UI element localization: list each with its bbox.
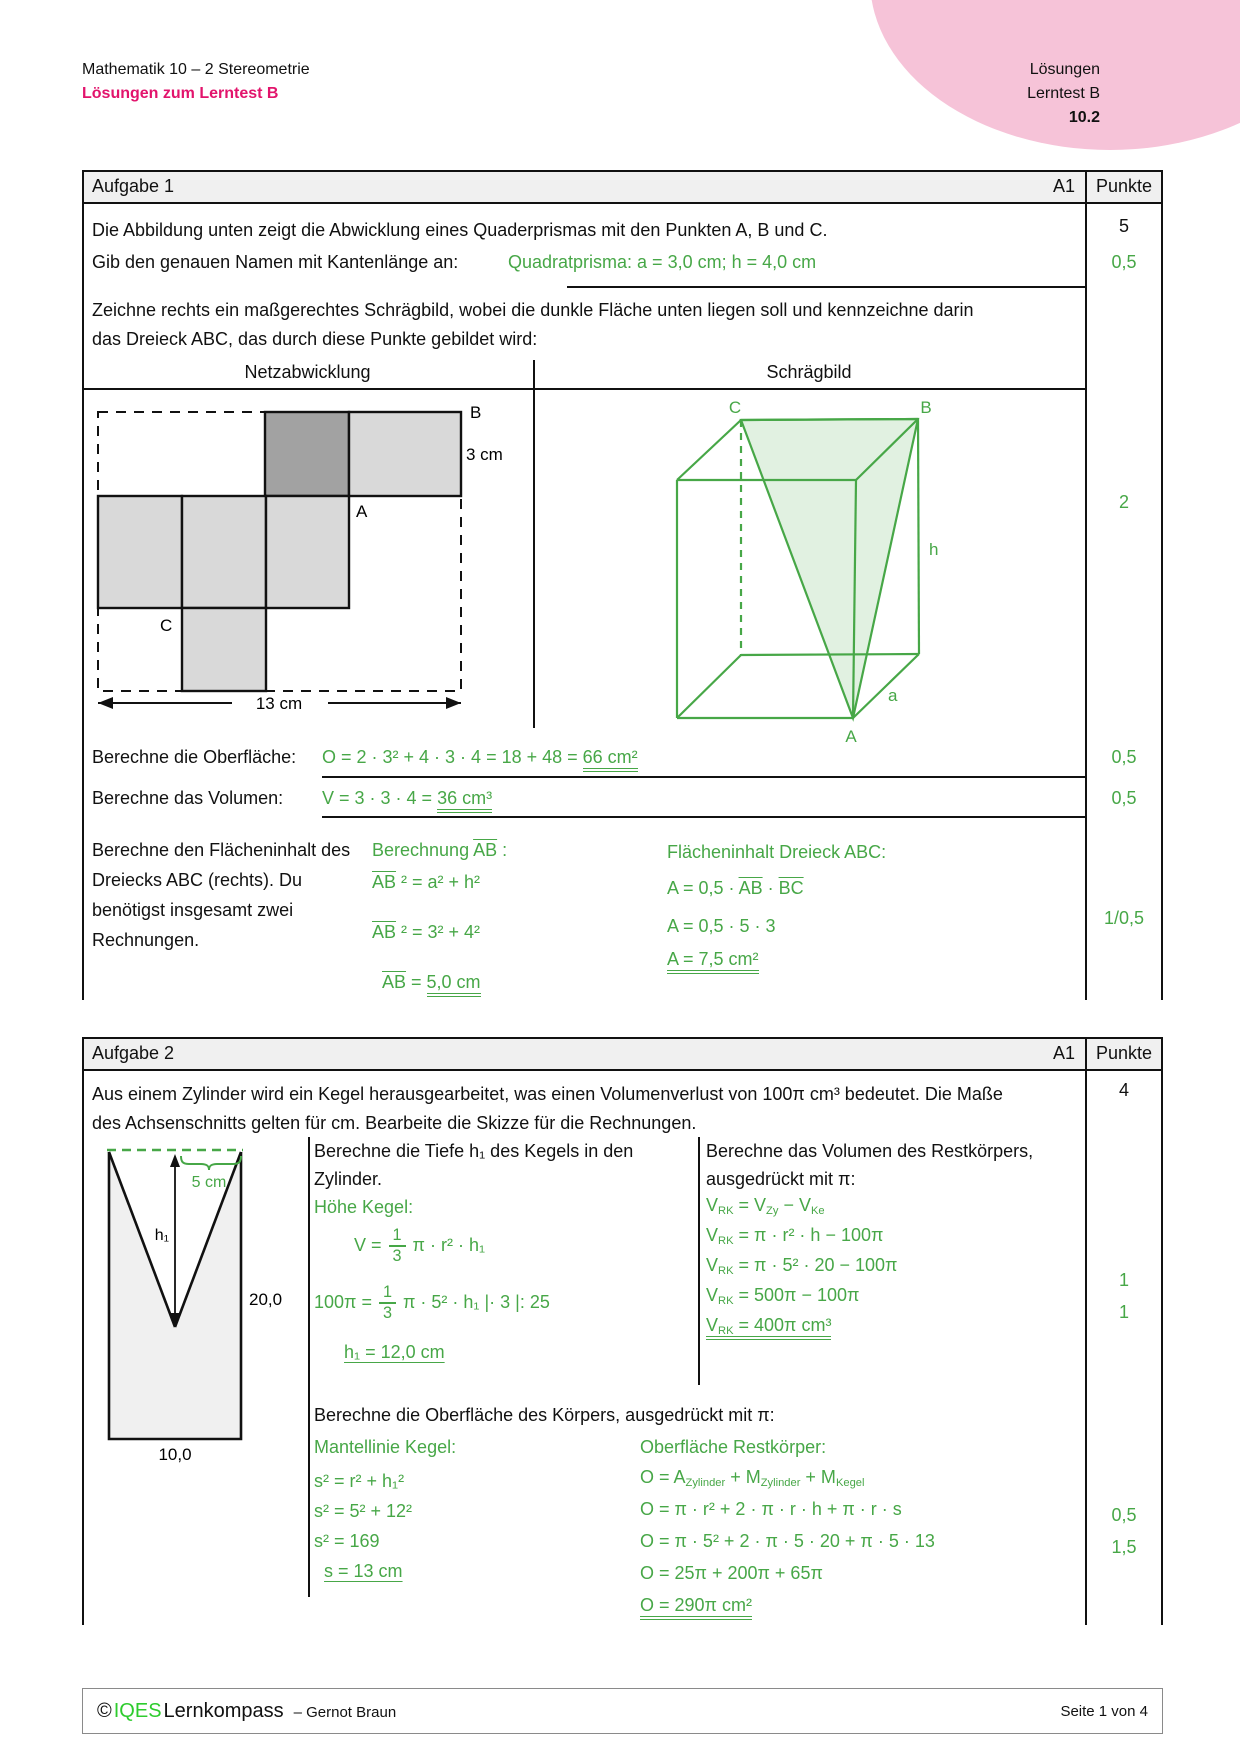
- triangle-points: 1/0,5: [1103, 908, 1145, 928]
- task2-intro: Aus einem Zylinder wird ein Kegel herausgearbeitet, was einen Volumenverlust von 100π cm³ bedeutet. Die Maße des Achsenschnitts gelten für cm. Bearbeite die Skizze für die Rechnungen.: [92, 1084, 1003, 1133]
- net-label-b: B: [470, 403, 482, 422]
- task2-code: A1: [1052, 1043, 1075, 1063]
- footer: [82, 1688, 1163, 1734]
- task1-figure-points: 2: [1118, 492, 1129, 512]
- net-mid-cell-1: [98, 496, 182, 608]
- ab-calc-title: Berechnung $\overline{AB}$ :: [372, 840, 508, 860]
- task1-table: [82, 170, 1163, 1005]
- task1-intro: Die Abbildung unten zeigt die Abwicklung eines Quaderprismas mit den Punkten A, B und C.: [92, 220, 828, 240]
- volume-formula: V = 3 · 3 · 4 = 36 cm³: [322, 788, 492, 809]
- volume-points: 0,5: [1111, 788, 1137, 808]
- schraegbild-title: Schrägbild: [766, 362, 852, 382]
- rest-question: Berechne das Volumen des Restkörpers, ausgedrückt mit π:: [706, 1141, 1034, 1189]
- net-label-a: A: [356, 502, 368, 521]
- restsurface-title: Oberfläche Restkörper:: [640, 1437, 827, 1457]
- header-right-line1: Lösungen: [1029, 61, 1100, 78]
- iqes-logo: IQES: [113, 1699, 162, 1722]
- surface-label: Berechne die Oberfläche:: [92, 747, 297, 767]
- task1-intro-points: 5: [1118, 216, 1129, 236]
- ab-calc-line3: $\overline{AB} = 5,0$ cm: [382, 972, 481, 993]
- net-drawing: [82, 396, 562, 726]
- copyright-icon: ©: [97, 1699, 112, 1722]
- rest-points-1: 1: [1118, 1270, 1129, 1290]
- page-header-right: [1027, 58, 1100, 130]
- ab-calc-line2: $\overline{AB}$ ² = 3² + 4²: [372, 922, 481, 942]
- surface-points-1: 0,5: [1111, 1505, 1137, 1525]
- header-right-line2: Lerntest B: [1027, 85, 1100, 102]
- net-label-3cm: 3 cm: [466, 445, 503, 464]
- prism-label-c: C: [728, 398, 742, 417]
- mantel-title: Mantellinie Kegel:: [314, 1437, 457, 1457]
- page-number: Seite 1 von 4: [1060, 1702, 1148, 1720]
- triangle-prompt: Berechne den Flächeninhalt des Dreiecks ABC (rechts). Du benötigst insgesamt zwei Rechnungen.: [92, 840, 351, 950]
- prism-label-a-corner: A: [845, 727, 857, 746]
- task2-intro-points: 4: [1118, 1080, 1129, 1100]
- task1-name-points: 0,5: [1111, 252, 1137, 272]
- mantel-lines: s² = r² + h₁² s² = 5² + 12² s² = 169 s = 13 cm: [314, 1471, 413, 1581]
- dimension-arrow-left: [98, 697, 113, 709]
- rest-volume-lines: VRK = VZy − VKe VRK = π · r² · h − 100π VRK = π · 5² · 20 − 100π VRK = 500π − 100π VRK = 400π cm³: [706, 1195, 897, 1345]
- cone-volume-equation: 100π = $\frac{1}{3}$ π · 5² · h₁ |· 3 |: 25: [314, 1283, 550, 1322]
- net-bottom-square: [182, 608, 266, 691]
- task1-code: A1: [1052, 176, 1075, 196]
- task1-title: Aufgabe 1: [92, 176, 175, 196]
- volume-label: Berechne das Volumen:: [92, 788, 284, 808]
- net-label-c: C: [160, 616, 173, 635]
- radius-label: 5 cm: [191, 1174, 227, 1191]
- sheet-subtitle: Lösungen zum Lerntest B: [82, 85, 279, 102]
- brand-name: Lernkompass: [163, 1699, 284, 1722]
- page-header-left: [82, 58, 310, 106]
- area-line3: A = 7,5 cm²: [667, 949, 759, 970]
- dimension-arrow-right: [446, 697, 461, 709]
- prism-label-h: h: [929, 540, 939, 559]
- triangle-abc: [741, 419, 918, 718]
- task2-title: Aufgabe 2: [92, 1043, 175, 1063]
- prism-drawing: [602, 395, 947, 755]
- surface-points-2: 1,5: [1111, 1537, 1137, 1557]
- task2-table: [82, 1037, 1163, 1627]
- net-mid-cell-2: [182, 496, 266, 608]
- task2-points-header: Punkte: [1095, 1043, 1153, 1063]
- header-chapter-number: 10.2: [1068, 109, 1100, 126]
- prism-label-a-edge: a: [888, 686, 898, 705]
- area-title: Flächeninhalt Dreieck ABC:: [667, 842, 887, 862]
- task1-name-answer: Quadratprisma: a = 3,0 cm; h = 4,0 cm: [508, 252, 817, 272]
- net-dark-square: [265, 412, 349, 496]
- task1-draw-prompt: Zeichne rechts ein maßgerechtes Schrägbild, wobei die dunkle Fläche unten liegen soll und kennzeichne darin das Dreieck ABC, das durch diese Punkte gebildet wird:: [92, 300, 974, 349]
- depth-subtitle: Höhe Kegel:: [314, 1197, 414, 1217]
- height-label: 20,0: [249, 1290, 283, 1309]
- footer-brand: [97, 1700, 396, 1723]
- net-title: Netzabwicklung: [244, 362, 371, 382]
- net-width-label: 13 cm: [255, 694, 303, 713]
- cone-depth-result: h₁ = 12,0 cm: [344, 1342, 445, 1362]
- surface-formula: O = 2 · 3² + 4 · 3 · 4 = 18 + 48 = 66 cm²: [322, 747, 638, 768]
- prism-label-b: B: [920, 398, 932, 417]
- net-mid-cell-3: [266, 496, 349, 608]
- net-top-rectangle: [349, 412, 461, 496]
- ab-calc-line1: $\overline{AB}$ ² = a² + h²: [372, 872, 481, 892]
- course-title: Mathematik 10 – 2 Stereometrie: [82, 61, 310, 78]
- restsurface-lines: O = AZylinder + MZylinder + MKegel O = π · r² + 2 · π · r · h + π · r · s O = π · 5² + 2 · π · 5 · 20 + π · 5 · 13 O = 25π + 200π + 65π O = 290π cm²: [640, 1467, 935, 1627]
- surface-points: 0,5: [1111, 747, 1137, 767]
- footer-author: – Gernot Braun: [293, 1703, 397, 1721]
- area-line2: A = 0,5 · 5 · 3: [667, 916, 776, 936]
- task1-name-label: Gib den genauen Namen mit Kantenlänge an:: [92, 252, 459, 272]
- depth-question: Berechne die Tiefe h₁ des Kegels in den Zylinder.: [314, 1141, 634, 1189]
- depth-label: h₁: [154, 1227, 169, 1244]
- diameter-label: 10,0: [158, 1445, 192, 1464]
- surface-question: Berechne die Oberfläche des Körpers, ausgedrückt mit π:: [314, 1405, 775, 1425]
- rest-points-2: 1: [1118, 1302, 1129, 1322]
- cone-volume-formula: V = $\frac{1}{3}$ π · r² · h₁: [354, 1226, 486, 1265]
- task1-points-header: Punkte: [1095, 176, 1153, 196]
- area-line1: $A = 0,5 \cdot \overline{AB} \cdot \overline{BC}$: [667, 878, 804, 898]
